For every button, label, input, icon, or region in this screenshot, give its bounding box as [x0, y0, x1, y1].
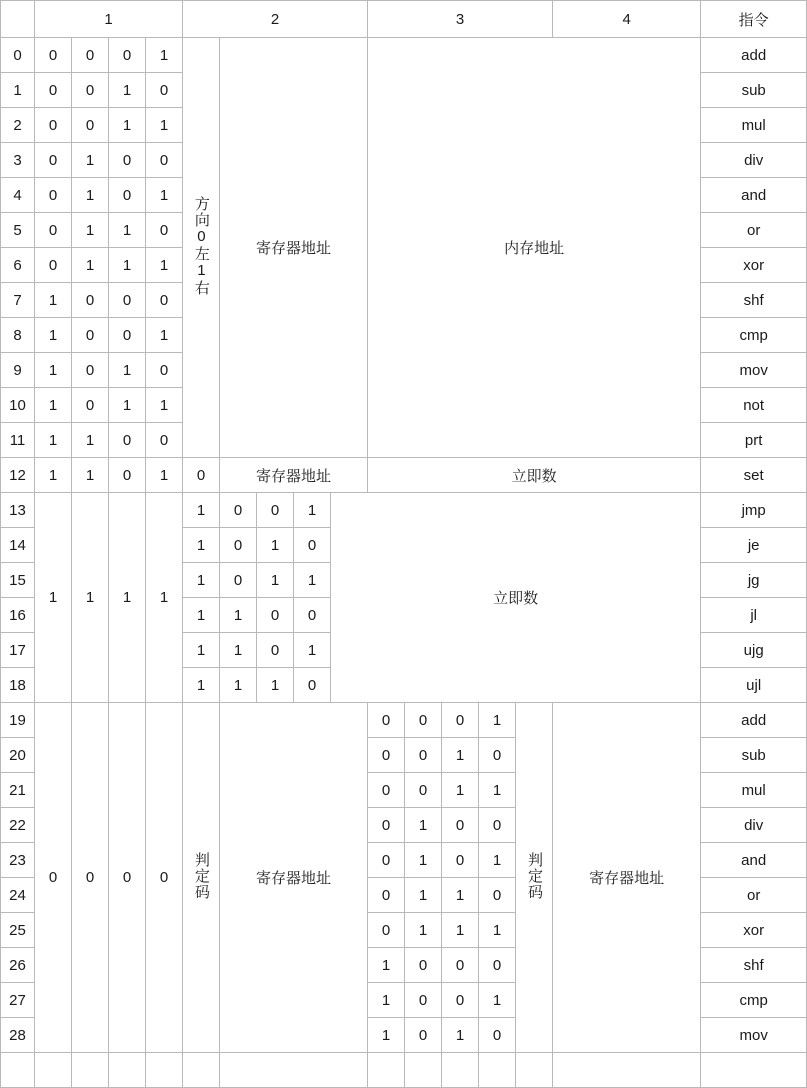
bit-cell: 1: [479, 983, 516, 1018]
bit-cell: 1: [294, 633, 331, 668]
bit-cell: 0: [146, 213, 183, 248]
bit-cell: 1: [72, 213, 109, 248]
row-index: 13: [1, 493, 35, 528]
bit-cell: 0: [72, 353, 109, 388]
bit-cell: 1: [72, 458, 109, 493]
row-index: 4: [1, 178, 35, 213]
instruction-cell: mov: [701, 1018, 807, 1053]
bit-cell: 1: [109, 213, 146, 248]
bit-cell: 0: [109, 38, 146, 73]
bit-cell: 1: [368, 983, 405, 1018]
bit-cell: 0: [109, 178, 146, 213]
judge-code-field-right: 判定码: [516, 703, 553, 1053]
bit-cell: 1: [405, 913, 442, 948]
bit-cell: 0: [368, 703, 405, 738]
memory-address-field: 内存地址: [368, 38, 701, 458]
bit-cell: 1: [479, 703, 516, 738]
row-index: 8: [1, 318, 35, 353]
immediate-field: 立即数: [368, 458, 701, 493]
bit-cell: 0: [442, 843, 479, 878]
instruction-cell: mul: [701, 108, 807, 143]
bit-cell: 1: [183, 493, 220, 528]
row-index: 16: [1, 598, 35, 633]
bit-cell: 1: [183, 528, 220, 563]
row-index: 6: [1, 248, 35, 283]
instruction-cell: xor: [701, 248, 807, 283]
bit-cell: 0: [257, 633, 294, 668]
bit-cell: 0: [72, 318, 109, 353]
instruction-cell: shf: [701, 283, 807, 318]
bit-cell: 1: [479, 913, 516, 948]
instruction-cell: and: [701, 178, 807, 213]
bit-cell: 0: [109, 423, 146, 458]
bit-cell: [442, 1053, 479, 1088]
row-index: 14: [1, 528, 35, 563]
instruction-cell: ujg: [701, 633, 807, 668]
bit-cell: 1: [35, 353, 72, 388]
bit-cell: 1: [183, 633, 220, 668]
bit-cell: 1: [146, 458, 183, 493]
instruction-cell: cmp: [701, 983, 807, 1018]
bit-cell: 0: [146, 353, 183, 388]
table-row-set: [1, 458, 807, 493]
bit-cell: 0: [257, 598, 294, 633]
bit-cell: 1: [479, 843, 516, 878]
instruction-cell: xor: [701, 913, 807, 948]
bit-cell: 1: [442, 738, 479, 773]
bit-cell: 1: [257, 668, 294, 703]
header-byte-3: 3: [368, 1, 553, 38]
bit-cell: 0: [405, 773, 442, 808]
reg-prefix-bit: 0: [146, 703, 183, 1053]
bit-cell: 1: [35, 318, 72, 353]
bit-cell: 1: [405, 843, 442, 878]
instruction-cell: jg: [701, 563, 807, 598]
register-address-field-right: 寄存器地址: [553, 703, 701, 1053]
table-row-jump: [1, 493, 807, 528]
bit-cell: 0: [405, 983, 442, 1018]
row-index: 18: [1, 668, 35, 703]
row-index: 5: [1, 213, 35, 248]
immediate-field: 立即数: [331, 493, 701, 703]
bit-cell: 1: [405, 808, 442, 843]
bit-cell: 1: [479, 773, 516, 808]
row-index: 11: [1, 423, 35, 458]
bit-cell: 0: [35, 108, 72, 143]
instruction-cell: set: [701, 458, 807, 493]
bit-cell: [368, 1053, 405, 1088]
row-index: 10: [1, 388, 35, 423]
instruction-cell: div: [701, 808, 807, 843]
bit-cell: 1: [109, 388, 146, 423]
bit-cell: 0: [368, 773, 405, 808]
bit-cell: 0: [72, 388, 109, 423]
bit-cell: 0: [72, 73, 109, 108]
judge-code-field-right: [516, 1053, 553, 1088]
bit-cell: 0: [294, 528, 331, 563]
row-index: 21: [1, 773, 35, 808]
instruction-cell: add: [701, 38, 807, 73]
bit-cell: 1: [183, 563, 220, 598]
bit-cell: 1: [35, 423, 72, 458]
bit-cell: 1: [442, 1018, 479, 1053]
bit-cell: 0: [146, 143, 183, 178]
register-address-field-right: [553, 1053, 701, 1088]
bit-cell: 0: [479, 878, 516, 913]
judge-code-field-left: [183, 1053, 220, 1088]
bit-cell: [146, 1053, 183, 1088]
row-index: 28: [1, 1018, 35, 1053]
bit-cell: 1: [442, 878, 479, 913]
bit-cell: 1: [220, 668, 257, 703]
bit-cell: 0: [35, 73, 72, 108]
bit-cell: 0: [368, 843, 405, 878]
bit-cell: 1: [368, 1018, 405, 1053]
instruction-cell: prt: [701, 423, 807, 458]
bit-cell: 1: [109, 248, 146, 283]
bit-cell: 0: [479, 1018, 516, 1053]
bit-cell: 1: [146, 38, 183, 73]
bit-cell: [35, 1053, 72, 1088]
register-address-field-left: 寄存器地址: [220, 703, 368, 1053]
row-index: 27: [1, 983, 35, 1018]
bit-cell: 1: [109, 73, 146, 108]
bit-cell: 1: [35, 388, 72, 423]
bit-cell: [405, 1053, 442, 1088]
header-instruction: 指令: [701, 1, 807, 38]
bit-cell: 1: [109, 353, 146, 388]
bit-cell: 0: [220, 563, 257, 598]
bit-cell: 0: [479, 808, 516, 843]
bit-cell: 1: [146, 178, 183, 213]
bit-cell: 1: [146, 248, 183, 283]
bit-cell: 1: [220, 633, 257, 668]
bit-cell: 0: [442, 983, 479, 1018]
bit-cell: 1: [368, 948, 405, 983]
bit-cell: 1: [146, 108, 183, 143]
instruction-cell: shf: [701, 948, 807, 983]
bit-cell: 1: [146, 388, 183, 423]
bit-cell: 1: [405, 878, 442, 913]
table-row-partial: [1, 1053, 807, 1088]
row-index: 17: [1, 633, 35, 668]
instruction-cell: je: [701, 528, 807, 563]
header-byte-1: 1: [35, 1, 183, 38]
row-index: 3: [1, 143, 35, 178]
bit-cell: 0: [35, 213, 72, 248]
judge-code-field-left: 判定码: [183, 703, 220, 1053]
instruction-cell: jl: [701, 598, 807, 633]
bit-cell: [109, 1053, 146, 1088]
bit-cell: 0: [72, 108, 109, 143]
jump-prefix-bit: 1: [146, 493, 183, 703]
instruction-cell: cmp: [701, 318, 807, 353]
instruction-cell: mul: [701, 773, 807, 808]
bit-cell: 0: [368, 878, 405, 913]
bit-cell: [72, 1053, 109, 1088]
bit-cell: 0: [405, 703, 442, 738]
header-corner: [1, 1, 35, 38]
header-byte-2: 2: [183, 1, 368, 38]
bit-cell: 1: [442, 773, 479, 808]
bit-cell: 0: [35, 143, 72, 178]
instruction-cell: add: [701, 703, 807, 738]
bit-cell: 0: [35, 178, 72, 213]
instruction-cell: and: [701, 843, 807, 878]
bit-cell: 1: [72, 248, 109, 283]
bit-cell: 0: [35, 38, 72, 73]
reg-prefix-bit: 0: [72, 703, 109, 1053]
table-row: [1, 38, 807, 73]
row-index: 20: [1, 738, 35, 773]
row-index: 24: [1, 878, 35, 913]
bit-cell: 0: [294, 598, 331, 633]
bit-cell: 0: [109, 318, 146, 353]
table-header-row: [1, 1, 807, 38]
bit-cell: 1: [146, 318, 183, 353]
jump-prefix-bit: 1: [72, 493, 109, 703]
instruction-cell: sub: [701, 738, 807, 773]
instruction-cell: mov: [701, 353, 807, 388]
bit-cell: 0: [220, 528, 257, 563]
instruction-cell: div: [701, 143, 807, 178]
bit-cell: 1: [220, 598, 257, 633]
row-index: 22: [1, 808, 35, 843]
bit-cell: 1: [294, 563, 331, 598]
bit-cell: 0: [405, 948, 442, 983]
row-index: 0: [1, 38, 35, 73]
bit-cell: 1: [294, 493, 331, 528]
bit-cell: 0: [294, 668, 331, 703]
instruction-cell: or: [701, 213, 807, 248]
instruction-cell: [701, 1053, 807, 1088]
bit-cell: 0: [109, 283, 146, 318]
instruction-cell: or: [701, 878, 807, 913]
bit-cell: 0: [479, 738, 516, 773]
register-address-field: 寄存器地址: [220, 458, 368, 493]
bit-cell: 1: [109, 108, 146, 143]
bit-cell: 0: [442, 808, 479, 843]
instruction-cell: sub: [701, 73, 807, 108]
row-index: 19: [1, 703, 35, 738]
reg-prefix-bit: 0: [35, 703, 72, 1053]
row-index: 2: [1, 108, 35, 143]
row-index: [1, 1053, 35, 1088]
bit-cell: 1: [442, 913, 479, 948]
bit-cell: 0: [146, 73, 183, 108]
bit-cell: 0: [405, 1018, 442, 1053]
instruction-cell: not: [701, 388, 807, 423]
bit-cell: 0: [72, 283, 109, 318]
bit-cell: 0: [72, 38, 109, 73]
direction-field: 方向0左1右: [183, 38, 220, 458]
bit-cell: 1: [72, 423, 109, 458]
bit-cell: 0: [109, 143, 146, 178]
jump-prefix-bit: 1: [35, 493, 72, 703]
row-index: 26: [1, 948, 35, 983]
bit-cell: 0: [479, 948, 516, 983]
bit-cell: 0: [257, 493, 294, 528]
bit-cell: 0: [146, 283, 183, 318]
bit-cell: 0: [146, 423, 183, 458]
reg-prefix-bit: 0: [109, 703, 146, 1053]
bit-cell: 1: [257, 563, 294, 598]
bit-cell: 1: [72, 143, 109, 178]
row-index: 23: [1, 843, 35, 878]
register-address-field: 寄存器地址: [220, 38, 368, 458]
bit-cell: 1: [257, 528, 294, 563]
register-address-field-left: [220, 1053, 368, 1088]
bit-cell: 0: [442, 948, 479, 983]
bit-cell: 0: [368, 913, 405, 948]
bit-cell: 1: [35, 283, 72, 318]
table-row-reg: [1, 703, 807, 738]
row-index: 1: [1, 73, 35, 108]
instruction-cell: ujl: [701, 668, 807, 703]
row-index: 7: [1, 283, 35, 318]
bit-cell: 1: [183, 598, 220, 633]
bit-cell: 0: [368, 808, 405, 843]
bit-cell: 0: [35, 248, 72, 283]
bit-cell: 0: [368, 738, 405, 773]
bit-cell: 0: [109, 458, 146, 493]
bit-cell: 1: [72, 178, 109, 213]
bit-cell: 0: [405, 738, 442, 773]
bit-cell: 0: [220, 493, 257, 528]
row-index: 9: [1, 353, 35, 388]
row-index: 25: [1, 913, 35, 948]
bit-cell: 0: [442, 703, 479, 738]
bit-cell: 1: [183, 668, 220, 703]
header-byte-4: 4: [553, 1, 701, 38]
jump-prefix-bit: 1: [109, 493, 146, 703]
row-index: 15: [1, 563, 35, 598]
instruction-cell: jmp: [701, 493, 807, 528]
bit-cell: 1: [35, 458, 72, 493]
direction-bit: 0: [183, 458, 220, 493]
bit-cell: [479, 1053, 516, 1088]
row-index: 12: [1, 458, 35, 493]
